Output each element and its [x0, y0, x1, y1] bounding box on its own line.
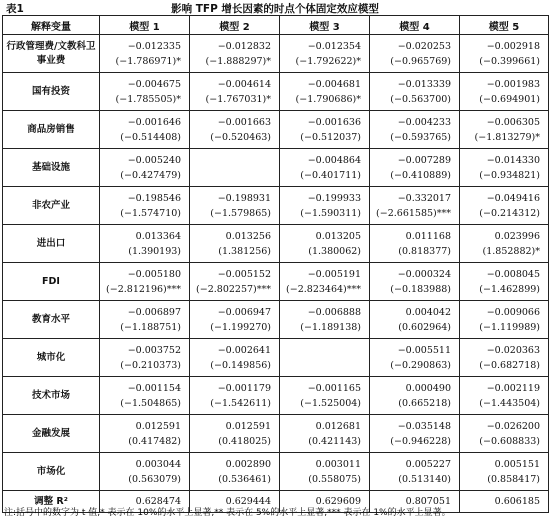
coefficient: −0.020363	[486, 344, 540, 356]
model-1-cell	[100, 453, 190, 491]
t-statistic: (−0.608833)	[479, 435, 540, 447]
model-4-cell	[370, 111, 460, 149]
table-note: 注:括号中的数字为 t 值,* 表示在 10%的水平上显著,** 表示在 5%的水平上显著,*** 表示在 1%的水平上显著。	[4, 508, 451, 518]
coefficient: −0.008045	[486, 268, 540, 280]
model-5-cell	[460, 301, 549, 339]
model-3-cell	[280, 225, 370, 263]
adjusted-r2-value: 0.606185	[460, 491, 549, 513]
t-statistic: (0.858417)	[487, 473, 540, 485]
model-2-cell	[190, 111, 280, 149]
t-statistic: (0.563079)	[128, 473, 181, 485]
t-statistic: (−0.290863)	[390, 359, 451, 371]
coefficient: −0.005152	[217, 268, 271, 280]
adjusted-r2-value: 0.629609	[280, 491, 370, 513]
coefficient: 0.013256	[225, 230, 271, 242]
table-row	[3, 415, 549, 453]
t-statistic: (−1.590311)	[300, 207, 361, 219]
model-1-cell	[100, 415, 190, 453]
coefficient: 0.005227	[405, 458, 451, 470]
table-row	[3, 111, 549, 149]
model-5-cell	[460, 339, 549, 377]
t-statistic: (−1.888297)*	[205, 55, 271, 67]
coefficient: −0.004233	[397, 116, 451, 128]
model-3-cell	[280, 301, 370, 339]
model-4-cell	[370, 415, 460, 453]
t-statistic: (−1.189138)	[300, 321, 361, 333]
model-3-cell	[280, 339, 370, 377]
t-statistic: (−0.149856)	[210, 359, 271, 371]
t-statistic: (−0.399661)	[479, 55, 540, 67]
model-5-cell	[460, 377, 549, 415]
table-body	[3, 35, 549, 513]
coefficient: −0.332017	[397, 192, 451, 204]
model-2-cell	[190, 263, 280, 301]
table-label: 表1	[6, 3, 24, 15]
model-2-cell	[190, 453, 280, 491]
coefficient: −0.012832	[217, 40, 271, 52]
t-statistic: (−1.574710)	[120, 207, 181, 219]
model-4-cell	[370, 301, 460, 339]
t-statistic: (−0.214312)	[479, 207, 540, 219]
variable-name: 市场化	[3, 453, 100, 491]
coefficient: −0.004864	[307, 154, 361, 166]
t-statistic: (0.602964)	[398, 321, 451, 333]
coefficient: −0.005511	[397, 344, 451, 356]
t-statistic: (−1.785505)*	[115, 93, 181, 105]
model-3-cell	[280, 35, 370, 73]
model-1-cell	[100, 73, 190, 111]
model-4-cell	[370, 263, 460, 301]
coefficient: −0.004614	[217, 78, 271, 90]
t-statistic: (−0.410889)	[390, 169, 451, 181]
model-5-cell	[460, 111, 549, 149]
t-statistic: (−0.514408)	[120, 131, 181, 143]
model-1-cell	[100, 35, 190, 73]
header-model-5: 模型 5	[460, 16, 549, 35]
variable-name: 调整 R²	[3, 491, 100, 513]
variable-name: 基础设施	[3, 149, 100, 187]
t-statistic: (−0.427479)	[120, 169, 181, 181]
t-statistic: (−2.812196)***	[106, 283, 181, 295]
t-statistic: (−1.579865)	[210, 207, 271, 219]
coefficient: −0.004675	[127, 78, 181, 90]
model-2-cell	[190, 301, 280, 339]
model-2-cell	[190, 149, 280, 187]
variable-name: 教育水平	[3, 301, 100, 339]
model-1-cell	[100, 111, 190, 149]
t-statistic: (−1.462899)	[479, 283, 540, 295]
model-5-cell	[460, 149, 549, 187]
t-statistic: (1.390193)	[128, 245, 181, 257]
model-3-cell	[280, 377, 370, 415]
coefficient: −0.013339	[397, 78, 451, 90]
model-4-cell	[370, 187, 460, 225]
t-statistic: (−0.401711)	[300, 169, 361, 181]
model-1-cell	[100, 149, 190, 187]
coefficient: −0.014330	[486, 154, 540, 166]
coefficient: 0.012681	[315, 420, 361, 432]
t-statistic: (−1.792622)*	[295, 55, 361, 67]
variable-name: 商品房销售	[3, 111, 100, 149]
t-statistic: (−1.542611)	[210, 397, 271, 409]
coefficient: 0.004042	[405, 306, 451, 318]
coefficient: −0.007289	[397, 154, 451, 166]
model-2-cell	[190, 187, 280, 225]
t-statistic: (−1.767031)*	[205, 93, 271, 105]
model-4-cell	[370, 35, 460, 73]
t-statistic: (−0.183988)	[390, 283, 451, 295]
variable-name: FDI	[3, 263, 100, 301]
variable-name: 行政管理费/文教科卫事业费	[3, 35, 100, 73]
coefficient: 0.013364	[135, 230, 181, 242]
coefficient: −0.012335	[127, 40, 181, 52]
coefficient: 0.005151	[494, 458, 540, 470]
t-statistic: (0.536461)	[218, 473, 271, 485]
model-4-cell	[370, 377, 460, 415]
t-statistic: (−0.512037)	[300, 131, 361, 143]
table-title: 影响 TFP 增长因素的时点个体固定效应模型	[171, 3, 379, 15]
model-3-cell	[280, 453, 370, 491]
coefficient: −0.198546	[127, 192, 181, 204]
variable-name: 进出口	[3, 225, 100, 263]
coefficient: −0.035148	[397, 420, 451, 432]
t-statistic: (−0.593765)	[390, 131, 451, 143]
coefficient: 0.011168	[405, 230, 451, 242]
coefficient: 0.003011	[315, 458, 361, 470]
coefficient: −0.001983	[486, 78, 540, 90]
table-row	[3, 35, 549, 73]
model-5-cell	[460, 453, 549, 491]
regression-table	[2, 15, 549, 513]
t-statistic: (0.417482)	[128, 435, 181, 447]
model-4-cell	[370, 225, 460, 263]
model-4-cell	[370, 339, 460, 377]
table-row	[3, 225, 549, 263]
coefficient: −0.005180	[127, 268, 181, 280]
model-1-cell	[100, 187, 190, 225]
t-statistic: (−0.965769)	[390, 55, 451, 67]
table-row	[3, 187, 549, 225]
coefficient: −0.002119	[486, 382, 540, 394]
t-statistic: (−1.119989)	[479, 321, 540, 333]
table-row	[3, 263, 549, 301]
model-5-cell	[460, 415, 549, 453]
model-5-cell	[460, 73, 549, 111]
coefficient: −0.005240	[127, 154, 181, 166]
coefficient: −0.005191	[307, 268, 361, 280]
variable-name: 非农产业	[3, 187, 100, 225]
coefficient: −0.002918	[486, 40, 540, 52]
variable-name: 国有投资	[3, 73, 100, 111]
t-statistic: (0.418025)	[218, 435, 271, 447]
header-model-1: 模型 1	[100, 16, 190, 35]
t-statistic: (1.380062)	[308, 245, 361, 257]
t-statistic: (−2.823464)***	[286, 283, 361, 295]
coefficient: −0.009066	[486, 306, 540, 318]
model-3-cell	[280, 73, 370, 111]
model-5-cell	[460, 225, 549, 263]
coefficient: −0.006947	[217, 306, 271, 318]
coefficient: −0.198931	[217, 192, 271, 204]
t-statistic: (−1.790686)*	[295, 93, 361, 105]
coefficient: 0.013205	[315, 230, 361, 242]
model-2-cell	[190, 415, 280, 453]
model-1-cell	[100, 225, 190, 263]
t-statistic: (−1.786971)*	[115, 55, 181, 67]
model-3-cell	[280, 149, 370, 187]
t-statistic: (−0.946228)	[390, 435, 451, 447]
t-statistic: (−0.694901)	[479, 93, 540, 105]
variable-name: 金融发展	[3, 415, 100, 453]
model-3-cell	[280, 187, 370, 225]
model-2-cell	[190, 339, 280, 377]
model-2-cell	[190, 377, 280, 415]
t-statistic: (1.381256)	[218, 245, 271, 257]
table-row	[3, 149, 549, 187]
coefficient: 0.023996	[494, 230, 540, 242]
model-5-cell	[460, 35, 549, 73]
t-statistic: (−0.563700)	[390, 93, 451, 105]
table-row	[3, 73, 549, 111]
coefficient: −0.002641	[217, 344, 271, 356]
coefficient: −0.001646	[127, 116, 181, 128]
coefficient: −0.001154	[127, 382, 181, 394]
variable-name: 城市化	[3, 339, 100, 377]
model-4-cell	[370, 73, 460, 111]
t-statistic: (−2.661585)***	[376, 207, 451, 219]
t-statistic: (−0.682718)	[479, 359, 540, 371]
model-3-cell	[280, 415, 370, 453]
t-statistic: (−1.199270)	[210, 321, 271, 333]
t-statistic: (−0.934821)	[479, 169, 540, 181]
coefficient: −0.012354	[307, 40, 361, 52]
table-row	[3, 301, 549, 339]
model-2-cell	[190, 35, 280, 73]
coefficient: −0.004681	[307, 78, 361, 90]
t-statistic: (0.665218)	[398, 397, 451, 409]
model-4-cell	[370, 453, 460, 491]
t-statistic: (−0.210373)	[120, 359, 181, 371]
header-variable: 解释变量	[3, 16, 100, 35]
t-statistic: (−2.802257)***	[196, 283, 271, 295]
coefficient: −0.000324	[397, 268, 451, 280]
adjusted-r2-value: 0.629444	[190, 491, 280, 513]
coefficient: −0.049416	[486, 192, 540, 204]
t-statistic: (0.513140)	[398, 473, 451, 485]
coefficient: −0.026200	[486, 420, 540, 432]
model-2-cell	[190, 225, 280, 263]
table-row	[3, 453, 549, 491]
table-row	[3, 377, 549, 415]
t-statistic: (0.421143)	[308, 435, 361, 447]
t-statistic: (1.852882)*	[482, 245, 540, 257]
t-statistic: (−1.443504)	[479, 397, 540, 409]
coefficient: 0.003044	[135, 458, 181, 470]
model-2-cell	[190, 73, 280, 111]
coefficient: −0.199933	[307, 192, 361, 204]
model-1-cell	[100, 377, 190, 415]
model-5-cell	[460, 263, 549, 301]
model-4-cell	[370, 149, 460, 187]
model-1-cell	[100, 263, 190, 301]
adjusted-r2-value: 0.807051	[370, 491, 460, 513]
t-statistic: (0.558075)	[308, 473, 361, 485]
variable-name: 技术市场	[3, 377, 100, 415]
model-5-cell	[460, 187, 549, 225]
table-title-row	[4, 1, 546, 15]
header-row	[3, 16, 549, 35]
coefficient: 0.012591	[135, 420, 181, 432]
header-model-2: 模型 2	[190, 16, 280, 35]
coefficient: −0.020253	[397, 40, 451, 52]
model-3-cell	[280, 111, 370, 149]
coefficient: 0.012591	[225, 420, 271, 432]
t-statistic: (−1.188751)	[120, 321, 181, 333]
coefficient: −0.001165	[307, 382, 361, 394]
coefficient: −0.006897	[127, 306, 181, 318]
coefficient: −0.003752	[127, 344, 181, 356]
model-1-cell	[100, 301, 190, 339]
coefficient: −0.001636	[307, 116, 361, 128]
coefficient: 0.000490	[405, 382, 451, 394]
t-statistic: (−1.813279)*	[474, 131, 540, 143]
t-statistic: (−1.525004)	[300, 397, 361, 409]
coefficient: −0.006305	[486, 116, 540, 128]
header-model-4: 模型 4	[370, 16, 460, 35]
model-1-cell	[100, 339, 190, 377]
coefficient: 0.002890	[225, 458, 271, 470]
adjusted-r2-value: 0.628474	[100, 491, 190, 513]
t-statistic: (−1.504865)	[120, 397, 181, 409]
header-model-3: 模型 3	[280, 16, 370, 35]
table-row	[3, 339, 549, 377]
coefficient: −0.006888	[307, 306, 361, 318]
t-statistic: (−0.520463)	[210, 131, 271, 143]
coefficient: −0.001663	[217, 116, 271, 128]
model-3-cell	[280, 263, 370, 301]
coefficient: −0.001179	[217, 382, 271, 394]
t-statistic: (0.818377)	[398, 245, 451, 257]
